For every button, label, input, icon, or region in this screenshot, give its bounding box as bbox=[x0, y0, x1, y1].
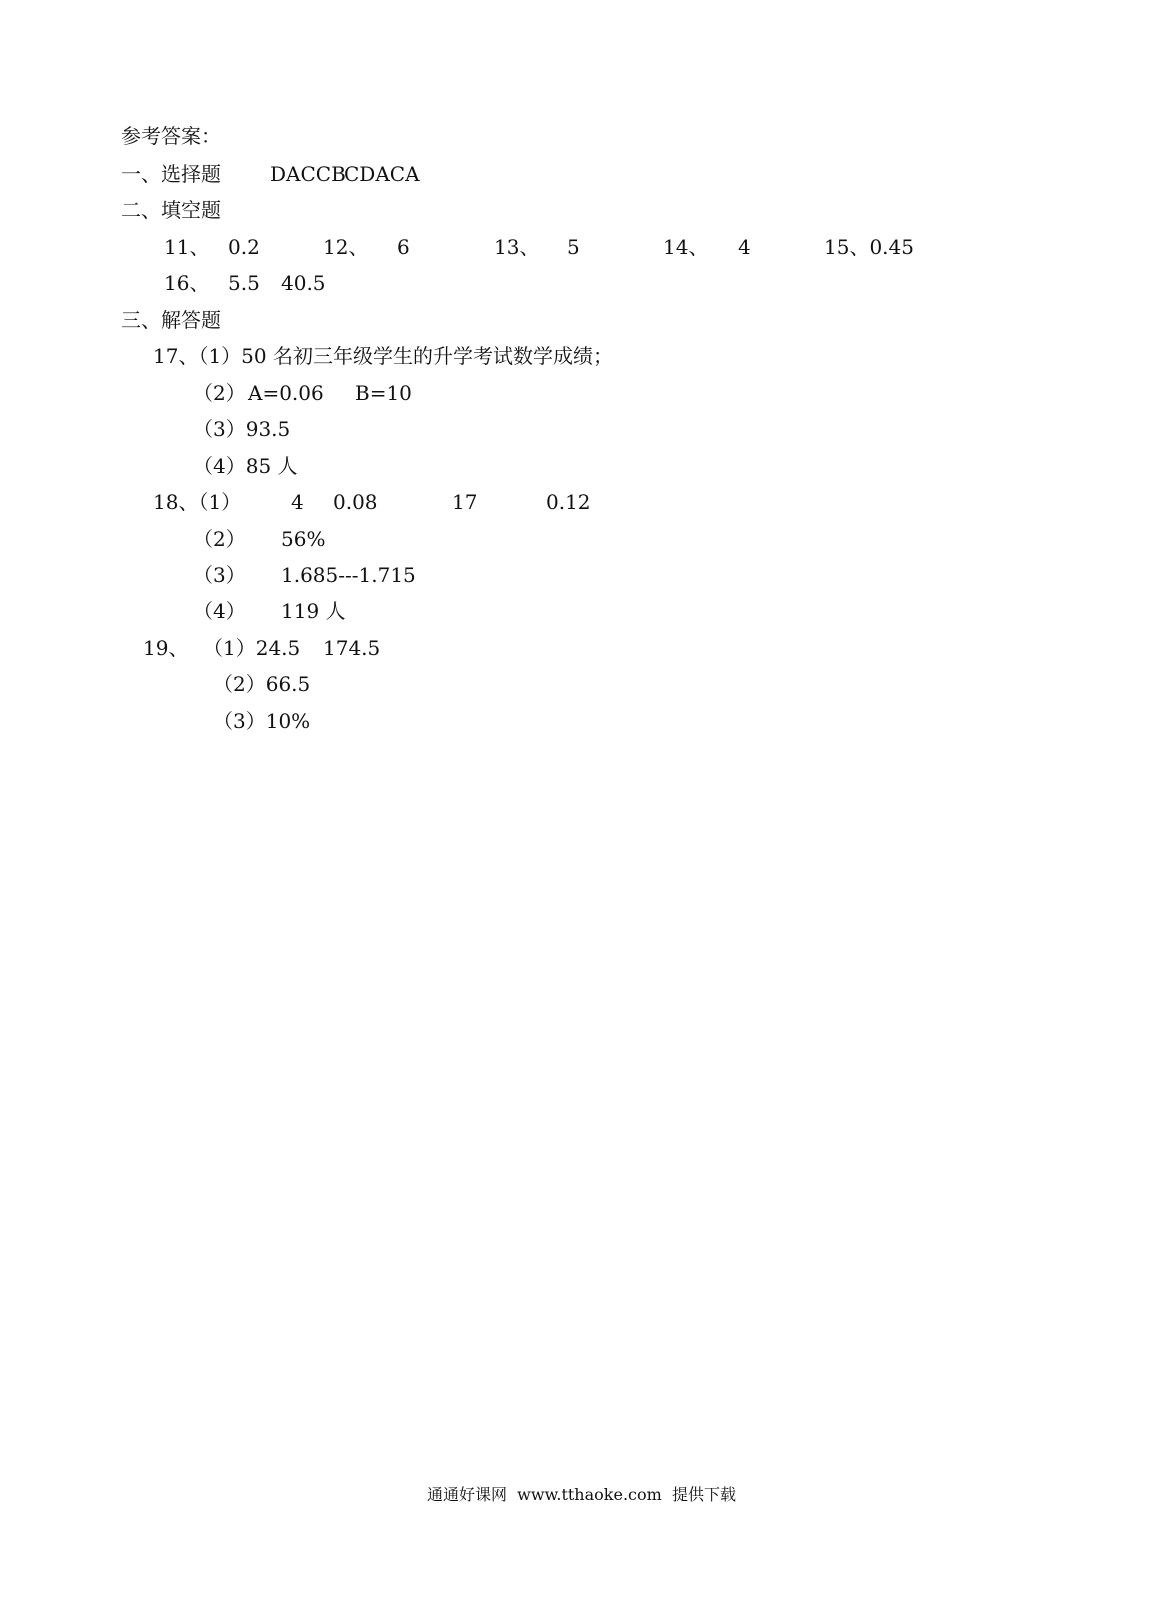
q18-part-1-value-4: 0.12 bbox=[546, 490, 591, 514]
q18-part-1-value-2: 0.08 bbox=[333, 490, 378, 514]
q18-part-2-value: 56% bbox=[281, 527, 326, 551]
q19-part-2: （2）66.5 bbox=[213, 672, 311, 696]
section-2-label: 二、填空题 bbox=[121, 198, 221, 222]
q17-part-2-b: B=10 bbox=[355, 381, 412, 405]
q18-part-4-label: （4） bbox=[193, 599, 246, 623]
page-title: 参考答案： bbox=[121, 124, 221, 148]
q18-part-3-value: 1.685---1.715 bbox=[281, 563, 416, 587]
q11-number: 11、 bbox=[164, 235, 210, 259]
q17-part-3: （3）93.5 bbox=[193, 417, 291, 441]
q13-number: 13、 bbox=[494, 235, 540, 259]
q12-number: 12、 bbox=[323, 235, 369, 259]
q18-part-4-value: 119 人 bbox=[281, 599, 346, 623]
page-footer: 通通好课网 www.tthaoke.com 提供下载 bbox=[427, 1485, 736, 1504]
q15-answer: 15、0.45 bbox=[824, 235, 914, 259]
q17-part-4: （4）85 人 bbox=[193, 454, 298, 478]
q14-answer: 4 bbox=[738, 235, 751, 259]
q12-answer: 6 bbox=[397, 235, 410, 259]
q16-answer-2: 40.5 bbox=[281, 271, 326, 295]
q16-answer-1: 5.5 bbox=[228, 271, 260, 295]
q18-part-3-label: （3） bbox=[193, 563, 246, 587]
choice-answers-group-1: DACCB bbox=[270, 162, 346, 186]
q18-part-1-label: 18、（1） bbox=[153, 490, 242, 514]
choice-answers-group-2: CDACA bbox=[344, 162, 420, 186]
q19-part-1: （1）24.5 bbox=[203, 636, 301, 660]
q14-number: 14、 bbox=[663, 235, 709, 259]
q18-part-1-value-1: 4 bbox=[291, 490, 304, 514]
q19-part-1-value-2: 174.5 bbox=[323, 636, 381, 660]
q17-part-2-label: （2） bbox=[193, 381, 246, 405]
q18-part-2-label: （2） bbox=[193, 527, 246, 551]
q19-part-3: （3）10% bbox=[213, 709, 311, 733]
q19-number: 19、 bbox=[143, 636, 189, 660]
q18-part-1-value-3: 17 bbox=[452, 490, 478, 514]
section-3-label: 三、解答题 bbox=[121, 308, 221, 332]
q11-answer: 0.2 bbox=[228, 235, 260, 259]
q13-answer: 5 bbox=[567, 235, 580, 259]
q16-number: 16、 bbox=[164, 271, 210, 295]
section-1-label: 一、选择题 bbox=[121, 162, 221, 186]
q17-part-2-a: A=0.06 bbox=[248, 381, 324, 405]
q17-part-1: 17、（1）50 名初三年级学生的升学考试数学成绩； bbox=[153, 344, 613, 368]
